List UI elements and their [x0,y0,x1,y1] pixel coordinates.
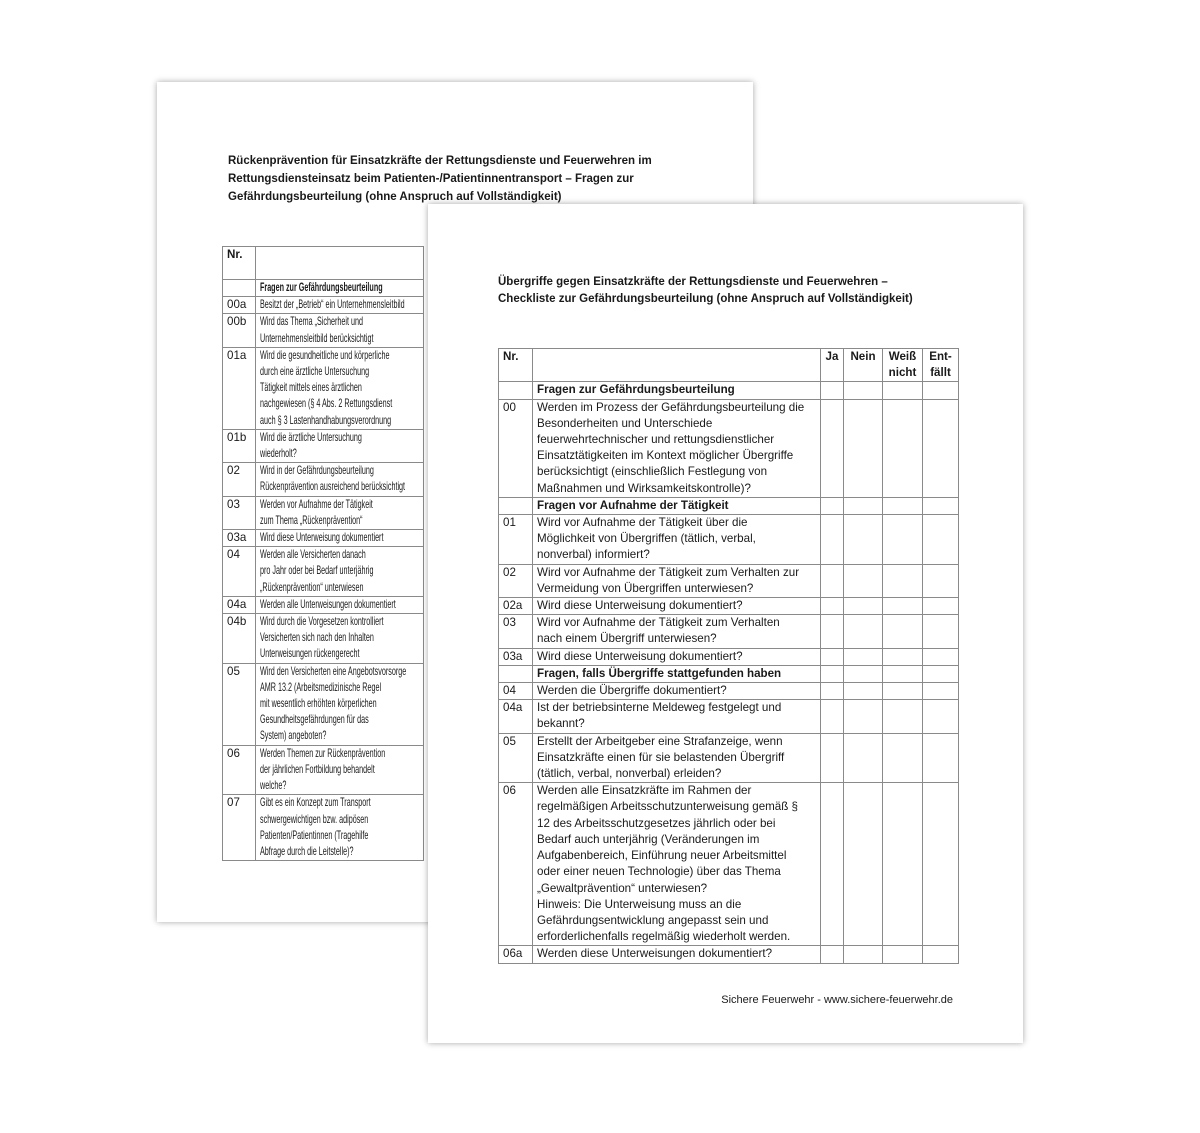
question-text: Wird in der Gefährdungsbeurteilung Rückenprävention ausreichend berücksichtigt [260,464,406,494]
answer-cell-weiss-nicht[interactable] [883,648,923,665]
question-text: Werden alle Versicherten danach pro Jahr oder bei Bedarf unterjährig „Rückenprävention“ unterwiesen [260,548,374,594]
question-text: Wird vor Aufnahme der Tätigkeit zum Verhalten zur Vermeidung von Übergriffen unterwiesen? [533,564,821,597]
answer-cell-weiss-nicht [883,665,923,682]
back-checklist-table [222,246,424,861]
row-number: 00 [499,399,533,497]
question-cell [256,663,424,745]
row-number: 04a [223,596,256,613]
answer-cell-weiss-nicht[interactable] [883,683,923,700]
answer-cell-ja[interactable] [821,564,844,597]
answer-cell-entfaellt[interactable] [923,783,959,946]
question-cell [256,280,424,297]
question-text: Wird die gesundheitliche und körperliche durch eine ärztliche Untersuchung Tätigkeit mittels eines ärztlichen nachgewiesen (§ 4 Abs. 2 Rettungsdienst auch § 3 Lastenhandhabungsverordnung [260,348,393,427]
answer-cell-ja[interactable] [821,648,844,665]
row-number [499,497,533,514]
section-row [499,382,959,399]
row-number: 04 [223,547,256,597]
section-title: Fragen zur Gefährdungsbeurteilung [533,382,821,399]
answer-cell-entfaellt[interactable] [923,733,959,783]
answer-cell-entfaellt[interactable] [923,648,959,665]
table-row [223,547,424,597]
row-number: 04a [499,700,533,733]
question-text: Ist der betriebsinterne Meldeweg festgelegt und bekannt? [533,700,821,733]
answer-cell-ja[interactable] [821,783,844,946]
answer-cell-weiss-nicht[interactable] [883,598,923,615]
table-row [223,795,424,861]
section-title: Fragen vor Aufnahme der Tätigkeit [533,497,821,514]
row-number [499,382,533,399]
question-text: Wird diese Unterweisung dokumentiert? [533,648,821,665]
table-row [499,564,959,597]
answer-cell-entfaellt [923,665,959,682]
answer-cell-ja [821,382,844,399]
answer-cell-nein[interactable] [844,564,883,597]
row-number: 02a [499,598,533,615]
answer-cell-weiss-nicht[interactable] [883,515,923,565]
question-text: Wird durch die Vorgesetzen kontrolliert Versicherten sich nach den Inhalten Unterweisungen rückengerecht [260,615,384,661]
table-row [499,648,959,665]
row-number: 01 [499,515,533,565]
header-entfaellt: Ent- fällt [923,349,959,382]
answer-cell-ja[interactable] [821,399,844,497]
table-row [499,783,959,946]
row-number [499,665,533,682]
answer-cell-entfaellt[interactable] [923,564,959,597]
answer-cell-entfaellt[interactable] [923,515,959,565]
question-text: Wird vor Aufnahme der Tätigkeit über die Möglichkeit von Übergriffen (tätlich, verbal, nonverbal) informiert? [533,515,821,565]
answer-cell-ja[interactable] [821,946,844,963]
row-number: 02 [499,564,533,597]
answer-cell-ja[interactable] [821,515,844,565]
row-number: 00b [223,314,256,347]
answer-cell-weiss-nicht[interactable] [883,946,923,963]
table-row [499,598,959,615]
table-row [223,596,424,613]
answer-cell-entfaellt [923,382,959,399]
table-row [499,700,959,733]
question-cell [256,429,424,462]
question-cell [256,745,424,795]
table-row [223,496,424,529]
section-row [499,665,959,682]
answer-cell-ja[interactable] [821,598,844,615]
header-nr: Nr. [223,247,256,280]
answer-cell-nein[interactable] [844,515,883,565]
answer-cell-nein[interactable] [844,598,883,615]
row-number [223,280,256,297]
answer-cell-ja [821,665,844,682]
question-text: Wird vor Aufnahme der Tätigkeit zum Verhalten nach einem Übergriff unterwiesen? [533,615,821,648]
answer-cell-nein[interactable] [844,946,883,963]
question-text: Werden diese Unterweisungen dokumentiert? [533,946,821,963]
question-text: Wird die ärztliche Untersuchung wiederholt? [260,430,362,461]
row-number: 03a [223,530,256,547]
answer-cell-nein[interactable] [844,783,883,946]
answer-cell-entfaellt[interactable] [923,598,959,615]
table-row [223,314,424,347]
row-number: 03 [223,496,256,529]
answer-cell-weiss-nicht [883,382,923,399]
question-text: Werden alle Einsatzkräfte im Rahmen der regelmäßigen Arbeitsschutzunterweisung gemäß § 12 des Arbeitsschutzgesetzes jährlich oder bei Bedarf auch unterjährig (Veränderungen im Aufgabenbereich, Einführung neuer Arbeitsmittel oder einer neuen Technologie) über das Thema „Gewaltprävention“ unterwiesen? Hinweis: Die Unterweisung muss an die Gefährdungsentwicklung angepasst sein und erforderlichenfalls regelmäßig wiederholt werden. [533,783,821,946]
answer-cell-weiss-nicht[interactable] [883,700,923,733]
row-number: 04 [499,683,533,700]
table-row [223,463,424,496]
question-cell [256,314,424,347]
question-text: Besitzt der „Betrieb“ ein Unternehmensleitbild [260,298,405,312]
header-nr: Nr. [499,349,533,382]
row-number: 07 [223,795,256,861]
row-number: 05 [223,663,256,745]
header-question [533,349,821,382]
front-checklist-table [498,348,959,964]
table-row [499,399,959,497]
answer-cell-weiss-nicht[interactable] [883,783,923,946]
section-title: Fragen, falls Übergriffe stattgefunden haben [533,665,821,682]
row-number: 02 [223,463,256,496]
answer-cell-nein[interactable] [844,683,883,700]
table-row [223,347,424,429]
question-cell [256,614,424,664]
answer-cell-weiss-nicht[interactable] [883,399,923,497]
row-number: 04b [223,614,256,664]
header-ja: Ja [821,349,844,382]
question-text: Wird den Versicherten eine Angebotsvorsorge AMR 13.2 (Arbeitsmedizinische Regel mit wesentlich erhöhten körperlichen Gesundheitsgefährdungen für das System) angeboten? [260,664,407,743]
question-cell [256,547,424,597]
answer-cell-entfaellt[interactable] [923,683,959,700]
question-text: Gibt es ein Konzept zum Transport schwergewichtigen bzw. adipösen Patienten/Patientinnen (Tragehilfe Abfrage durch die Leitstelle)? [260,796,371,858]
row-number: 00a [223,297,256,314]
front-page [428,204,1023,1043]
answer-cell-nein [844,665,883,682]
row-number: 01a [223,347,256,429]
question-text: Werden alle Unterweisungen dokumentiert [260,597,396,611]
answer-cell-nein [844,382,883,399]
question-cell [256,596,424,613]
answer-cell-entfaellt[interactable] [923,700,959,733]
answer-cell-weiss-nicht [883,497,923,514]
answer-cell-entfaellt[interactable] [923,399,959,497]
question-text: Erstellt der Arbeitgeber eine Strafanzeige, wenn Einsatzkräfte einen für sie belastenden Übergriff (tätlich, verbal, nonverbal) erleiden? [533,733,821,783]
question-cell [256,530,424,547]
question-text: Wird diese Unterweisung dokumentiert [260,531,384,545]
header-nein: Nein [844,349,883,382]
answer-cell-entfaellt[interactable] [923,615,959,648]
answer-cell-nein[interactable] [844,615,883,648]
row-number: 03 [499,615,533,648]
answer-cell-ja[interactable] [821,700,844,733]
row-number: 01b [223,429,256,462]
answer-cell-nein[interactable] [844,648,883,665]
question-text: Werden im Prozess der Gefährdungsbeurteilung die Besonderheiten und Unterschiede feuerwehrtechnischer und rettungsdienstlicher Einsatztätigkeiten im Kontext möglicher Übergriffe berücksichtigt (einschließlich Festlegung von Maßnahmen und Wirksamkeitskontrolle)? [533,399,821,497]
table-row [499,683,959,700]
header-weiss-nicht: Weiß nicht [883,349,923,382]
table-row [223,663,424,745]
answer-cell-nein[interactable] [844,733,883,783]
table-row [223,297,424,314]
answer-cell-weiss-nicht[interactable] [883,615,923,648]
back-page-title: Rückenprävention für Einsatzkräfte der Rettungsdienste und Feuerwehren im Rettungsdiensteinsatz beim Patienten-/Patientinnentransport – Fragen zur Gefährdungsbeurteilung (ohne Anspruch auf Vollständigkeit) [228,155,652,203]
answer-cell-ja[interactable] [821,733,844,783]
row-number: 06 [499,783,533,946]
question-text: Werden Themen zur Rückenprävention der jährlichen Fortbildung behandelt welche? [260,746,386,793]
section-row [499,497,959,514]
question-cell [256,297,424,314]
row-number: 06a [499,946,533,963]
table-row [499,733,959,783]
answer-cell-nein[interactable] [844,399,883,497]
answer-cell-weiss-nicht[interactable] [883,733,923,783]
question-cell [256,795,424,861]
answer-cell-nein [844,497,883,514]
question-cell [256,463,424,496]
table-row [223,614,424,664]
answer-cell-weiss-nicht[interactable] [883,564,923,597]
table-row [499,946,959,963]
question-cell [256,347,424,429]
answer-cell-nein[interactable] [844,700,883,733]
answer-cell-ja[interactable] [821,683,844,700]
row-number: 06 [223,745,256,795]
table-row [223,530,424,547]
answer-cell-entfaellt [923,497,959,514]
table-header-row [499,349,959,382]
section-title: Fragen zur Gefährdungsbeurteilung [260,281,383,294]
question-text: Werden die Übergriffe dokumentiert? [533,683,821,700]
answer-cell-ja [821,497,844,514]
section-row [223,280,424,297]
table-row [499,515,959,565]
table-header-row [223,247,424,280]
table-row [223,429,424,462]
question-text: Wird diese Unterweisung dokumentiert? [533,598,821,615]
answer-cell-entfaellt[interactable] [923,946,959,963]
row-number: 03a [499,648,533,665]
front-page-title: Übergriffe gegen Einsatzkräfte der Rettungsdienste und Feuerwehren – Checkliste zur Gefährdungsbeurteilung (ohne Anspruch auf Vollständigkeit) [498,276,913,305]
question-text: Werden vor Aufnahme der Tätigkeit zum Thema „Rückenprävention“ [260,497,373,527]
footer-source: Sichere Feuerwehr - www.sichere-feuerwehr.de [721,994,953,1006]
question-text: Wird das Thema „Sicherheit und Unternehmensleitbild berücksichtigt [260,315,374,345]
table-row [223,745,424,795]
row-number: 05 [499,733,533,783]
header-question [256,247,424,280]
table-row [499,615,959,648]
answer-cell-ja[interactable] [821,615,844,648]
question-cell [256,496,424,529]
